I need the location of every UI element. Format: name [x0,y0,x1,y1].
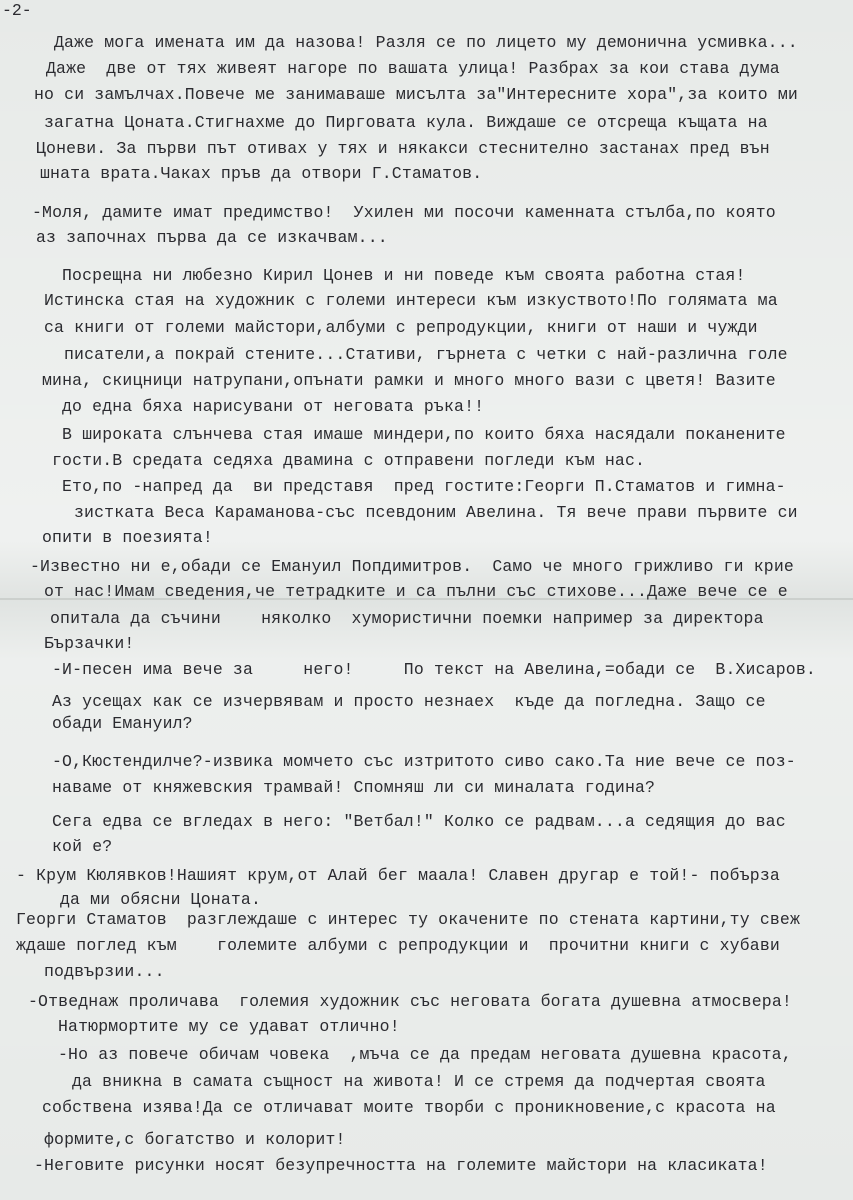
text-line: -Известно ни е,обади се Емануил Попдимитров. Само че много грижливо ги крие [30,557,794,576]
text-line: Посрещна ни любезно Кирил Цонев и ни поведе към своята работна стая! [62,266,746,285]
text-line: Аз усещах как се изчервявам и просто незнаех къде да погледна. Защо се [52,692,766,711]
text-line: - Крум Кюлявков!Нашият крум,от Алай бег маала! Славен другар е той!- побърза [16,866,780,885]
text-line: зистката Веса Караманова-със псевдоним Авелина. Тя вече прави първите си [74,503,798,522]
text-line: -Отведнаж проличава големия художник със неговата богата душевна атмосвера! [28,992,792,1011]
text-line: -О,Кюстендилче?-извика момчето със изтритото сиво сако.Та ние вече се поз- [52,752,796,771]
text-line: ждаше поглед към големите албуми с репродукции и прочитни книги с хубави [16,936,780,955]
text-line: обади Емануил? [52,714,193,733]
text-line: загатна Цоната.Стигнахме до Пирговата кула. Виждаше се отсреща къщата на [44,113,768,132]
text-line: кой е? [52,837,113,856]
text-line: да ми обясни Цоната. [60,890,262,909]
text-line: да вникна в самата същност на живота! И се стремя да подчертая своята [72,1072,766,1091]
text-line: мина, скицници натрупани,опънати рамки и много много вази с цветя! Вазите [42,371,776,390]
text-line: Истинска стая на художник с големи интереси към изкуството!По голямата ма [44,291,778,310]
text-line: Бързачки! [44,634,135,653]
text-line: формите,с богатство и колорит! [44,1130,346,1149]
text-line: от нас!Имам сведения,че тетрадките и са пълни със стихове...Даже вече се е [44,582,788,601]
text-line: са книги от големи майстори,албуми с репродукции, книги от наши и чужди [44,318,758,337]
text-line: писатели,а покрай стените...Стативи, гърнета с четки с най-различна голе [64,345,788,364]
text-line: Натюрмортите му се удават отлично! [58,1017,400,1036]
text-line: Георги Стаматов разглеждаше с интерес ту окачените по стената картини,ту свеж [16,910,801,929]
text-line: -Неговите рисунки носят безупречността на големите майстори на класиката! [34,1156,768,1175]
page-number: -2- [2,1,32,20]
text-line: опитала да съчини няколко хумористични поемки например за директора [50,609,764,628]
text-line: Цоневи. За първи път отивах у тях и някакси стеснително застанах пред вън [36,139,770,158]
text-line: В широката слънчева стая имаше миндери,по които бяха насядали поканените [62,425,786,444]
text-line: Сега едва се вгледах в него: "Ветбал!" Колко се радвам...а седящия до вас [52,812,786,831]
text-line: -Но аз повече обичам човека ,мъча се да предам неговата душевна красота, [58,1045,792,1064]
text-line: аз започнах първа да се изкачвам... [36,228,388,247]
text-line: гости.В средата седяха двамина с отправени погледи към нас. [52,451,646,470]
text-line: до една бяха нарисувани от неговата ръка!! [62,397,485,416]
text-line: шната врата.Чаках пръв да отвори Г.Стаматов. [40,164,483,183]
text-line: -И-песен има вече за него! По текст на Авелина,=обади се В.Хисаров. [52,660,816,679]
text-line: Ето,по -напред да ви представя пред гостите:Георги П.Стаматов и гимна- [62,477,786,496]
text-line: Даже мога имената им да назова! Разля се по лицето му демонична усмивка... [54,33,798,52]
text-line: но си замълчах.Повече ме занимаваше мисълта за"Интересните хора",за които ми [34,85,798,104]
text-line: опити в поезията! [42,528,213,547]
text-line: -Моля, дамите имат предимство! Ухилен ми посочи каменната стълба,по която [32,203,776,222]
text-line: собствена изява!Да се отличават моите творби с проникновение,с красота на [42,1098,776,1117]
text-line: подвързии... [44,962,165,981]
text-line: Даже две от тях живеят нагоре по вашата улица! Разбрах за кои става дума [46,59,780,78]
text-line: наваме от княжевския трамвай! Спомняш ли си миналата година? [52,778,656,797]
